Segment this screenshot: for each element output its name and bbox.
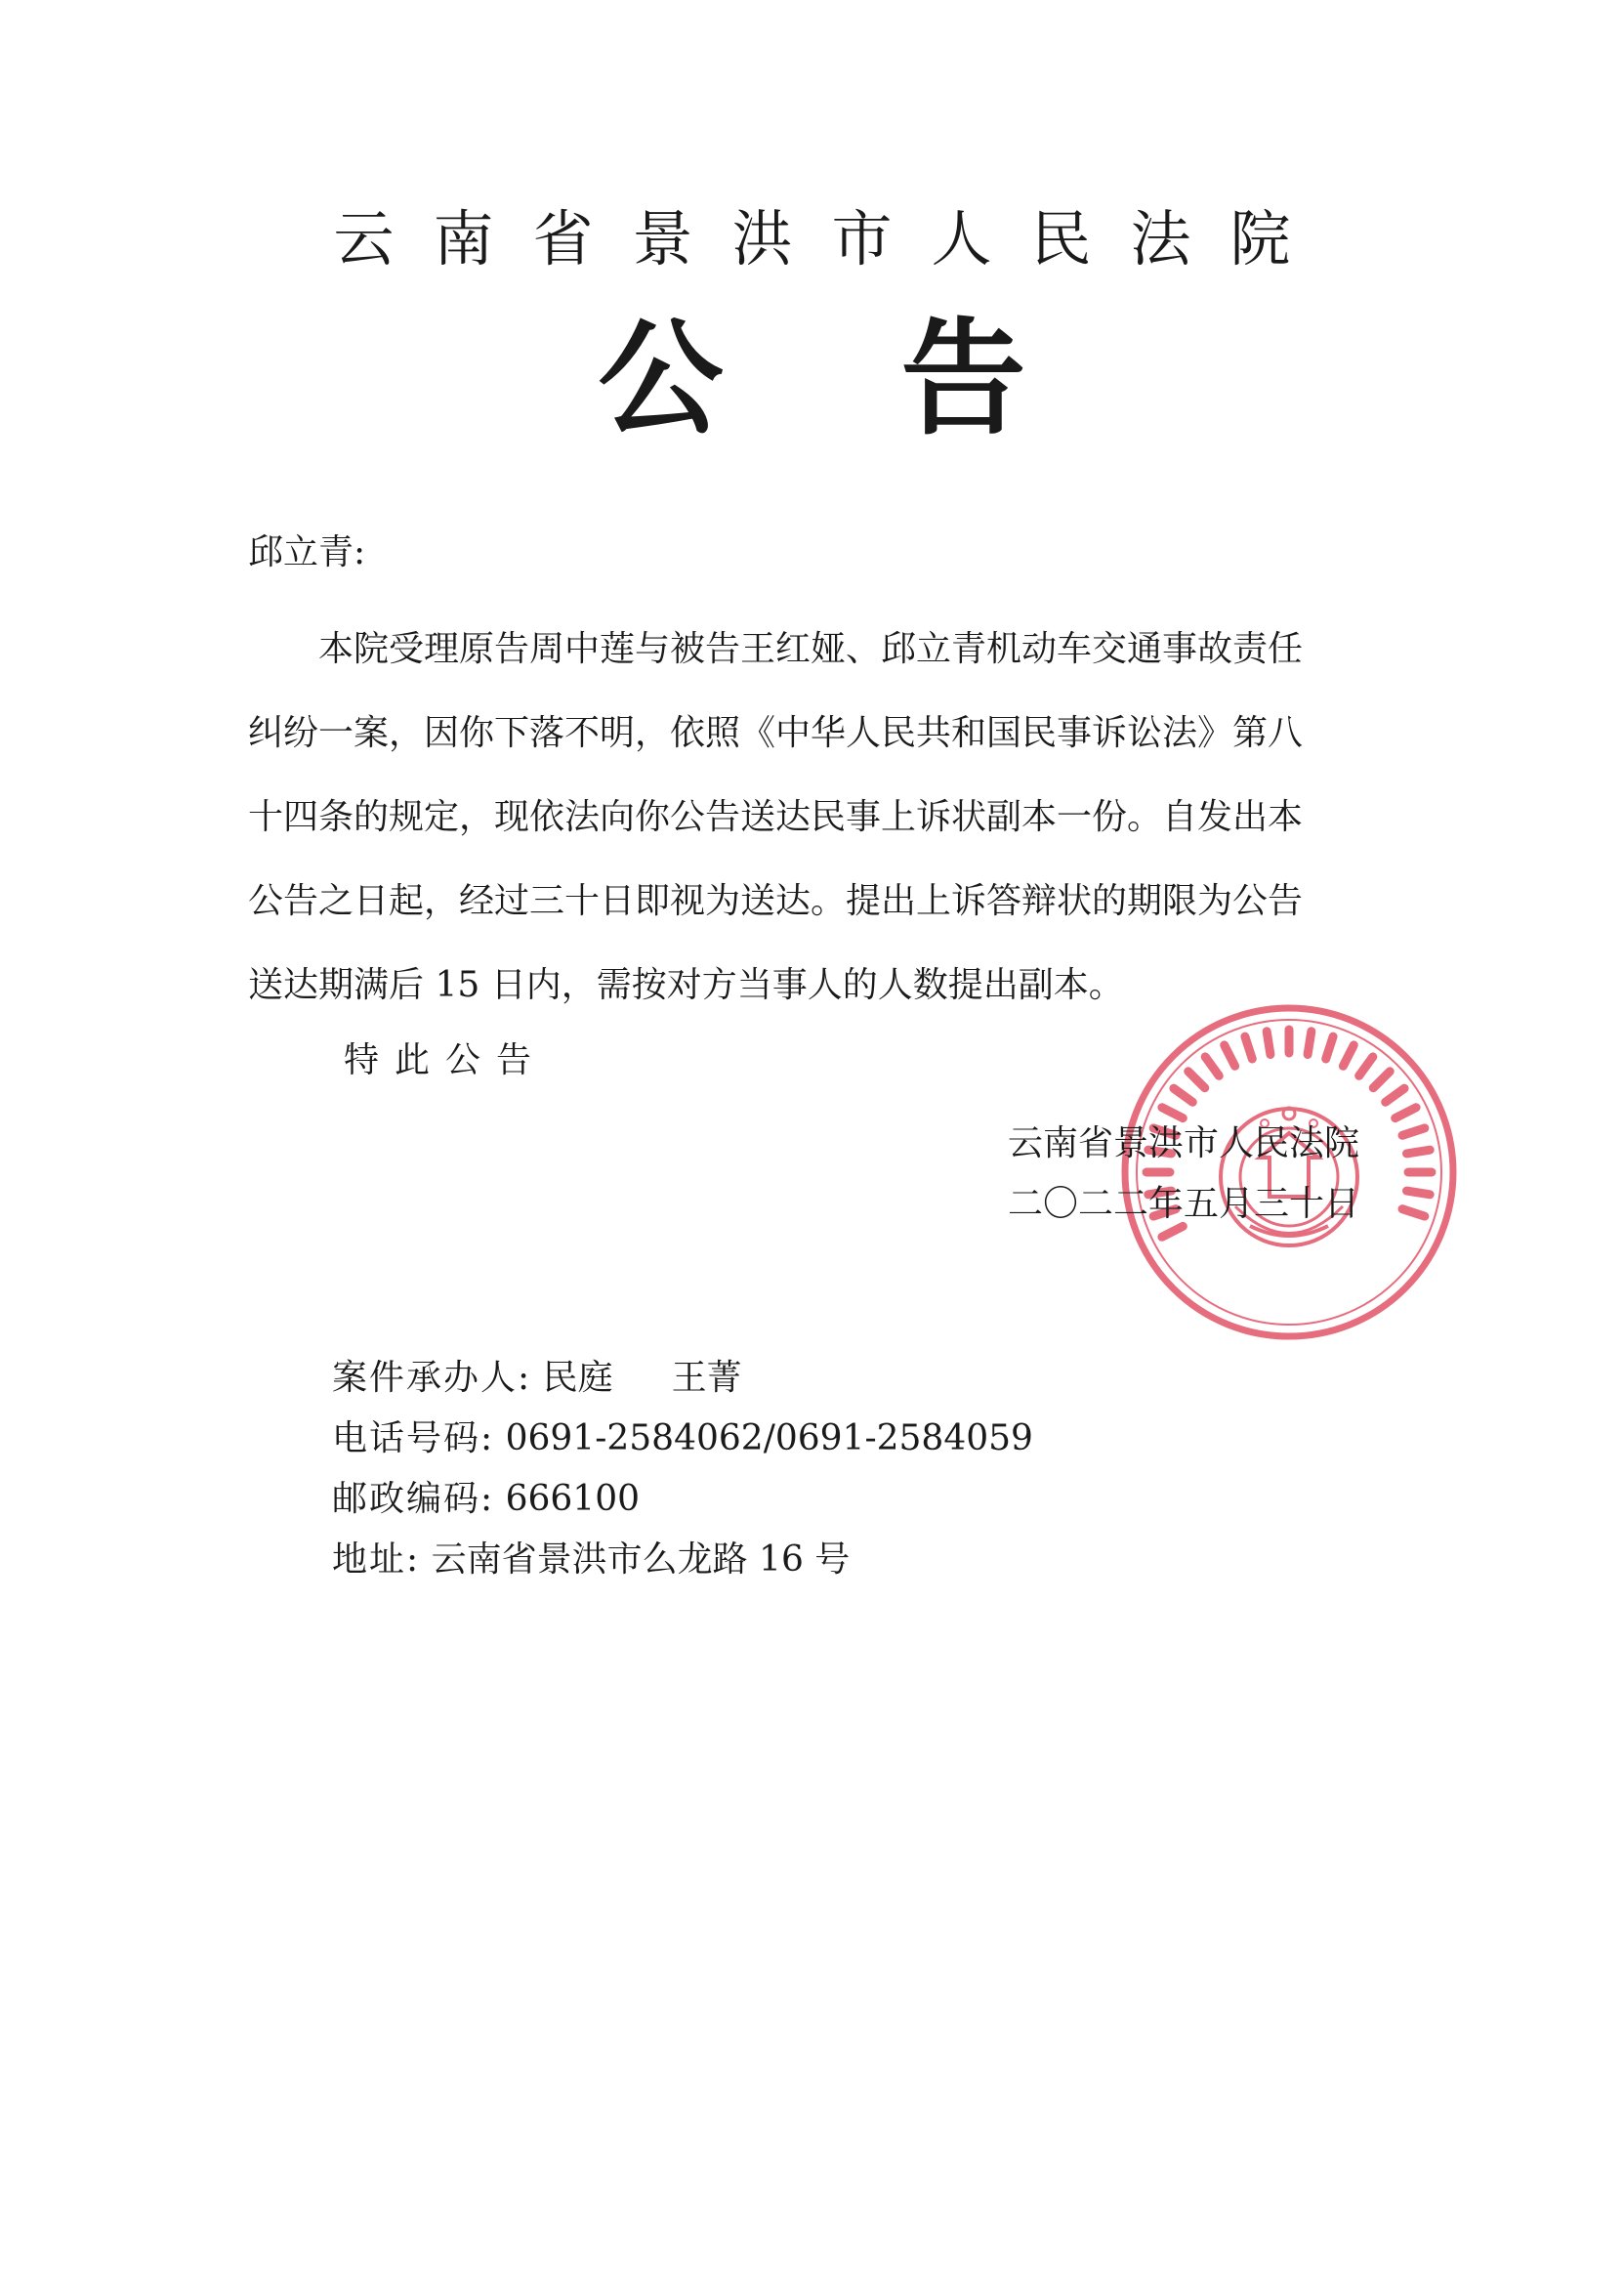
- address-label: 地址:: [332, 1539, 421, 1580]
- seal-glyph-mark: [1373, 1072, 1390, 1088]
- seal-glyph-mark: [1386, 1088, 1404, 1102]
- handler-name: 王菁: [671, 1358, 742, 1398]
- seal-glyph-mark: [1402, 1209, 1425, 1216]
- seal-glyph-mark: [1308, 1032, 1312, 1055]
- postcode-label: 邮政编码:: [332, 1479, 495, 1519]
- seal-glyph-mark: [1267, 1032, 1270, 1055]
- seal-glyph-mark: [1188, 1072, 1205, 1088]
- seal-glyph-mark: [1205, 1057, 1219, 1075]
- addressee: 邱立青:: [248, 532, 366, 572]
- seal-glyph-mark: [1402, 1128, 1425, 1135]
- seal-glyph-mark: [1395, 1108, 1416, 1118]
- body-line: 本院受理原告周中莲与被告王红娅、邱立青机动车交通事故责任: [248, 629, 1304, 669]
- signature-date: 二〇二二年五月三十日: [1008, 1184, 1360, 1224]
- phone-row: [332, 1409, 1033, 1469]
- signature-block: [1008, 1114, 1359, 1235]
- closing-phrase: 特此公告: [344, 1040, 548, 1080]
- handler-label: 案件承办人:: [332, 1358, 532, 1398]
- notice-body: [248, 608, 1391, 1028]
- notice-title-char-2: 告: [900, 306, 1026, 452]
- seal-glyph-mark: [1343, 1045, 1353, 1066]
- phone-label: 电话号码:: [332, 1418, 495, 1458]
- body-line: 纠纷一案，因你下落不明，依照《中华人民共和国民事诉讼法》第八: [248, 713, 1304, 753]
- body-line: 送达期满后 15 日内，需按对方当事人的人数提出副本。: [248, 965, 1124, 1005]
- signature-court: 云南省景洪市人民法院: [1008, 1123, 1360, 1163]
- seal-glyph-mark: [1326, 1036, 1333, 1059]
- handler-dept: 民庭: [542, 1358, 613, 1398]
- notice-title-char-1: 公: [598, 306, 724, 452]
- seal-glyph-mark: [1174, 1088, 1192, 1102]
- seal-glyph-mark: [1406, 1191, 1430, 1195]
- phone-value: 0691-2584062/0691-2584059: [505, 1418, 1033, 1458]
- contact-info: [332, 1348, 1033, 1590]
- seal-glyph-mark: [1245, 1036, 1252, 1059]
- postcode-row: [332, 1469, 1033, 1530]
- body-line: 公告之日起，经过三十日即视为送达。提出上诉答辩状的期限为公告: [248, 881, 1304, 921]
- body-line: 十四条的规定，现依法向你公告送达民事上诉状副本一份。自发出本: [248, 797, 1304, 837]
- seal-glyph-mark: [1406, 1150, 1430, 1154]
- address-row: [332, 1530, 1033, 1590]
- seal-glyph-mark: [1225, 1045, 1235, 1066]
- address-value: 云南省景洪市么龙路 16 号: [431, 1539, 851, 1580]
- notice-title: [0, 306, 1624, 452]
- postcode-value: 666100: [505, 1479, 641, 1519]
- handler-row: [332, 1348, 1033, 1409]
- seal-glyph-mark: [1359, 1057, 1373, 1075]
- court-name-header: 云南省景洪市人民法院: [333, 203, 1330, 274]
